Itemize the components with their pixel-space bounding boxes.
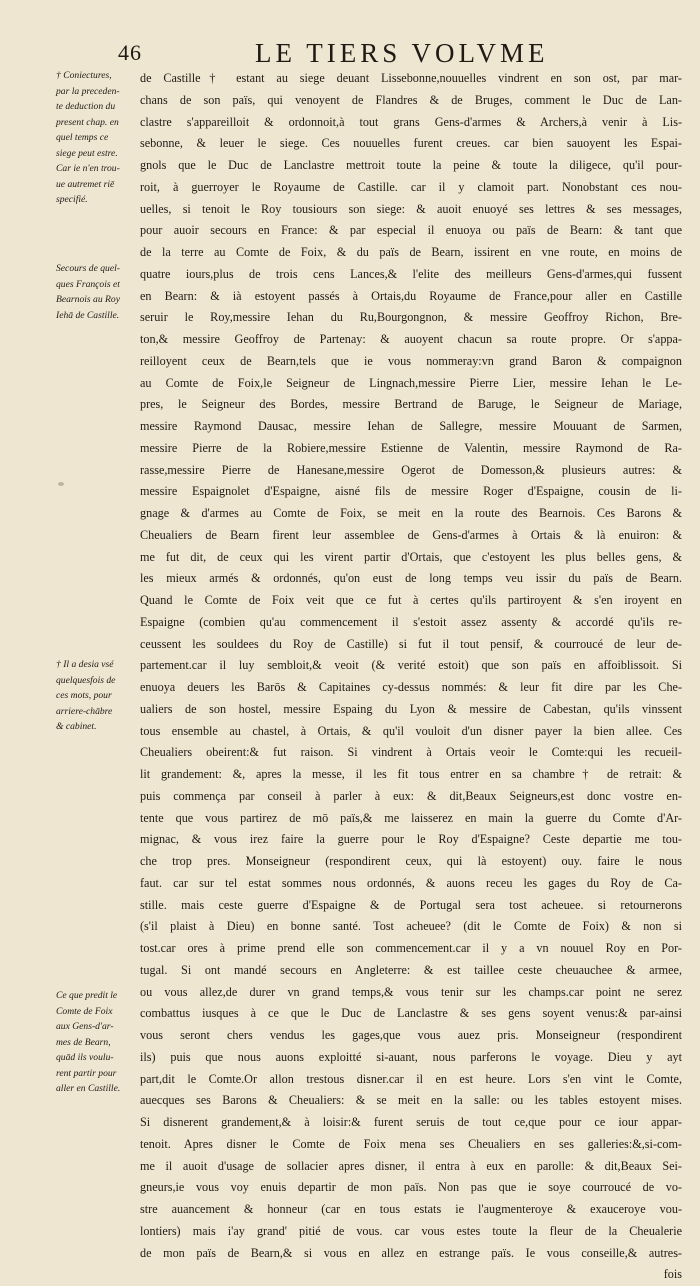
text-line: reilloyent ceux de Bearn,tels que ie vous nommeray:vn grand Baron & compaignon: [140, 353, 682, 368]
text-line: gnols que le Duc de Lanclastre mettroit toute la peine & toute la diligece, qu'il pour-: [140, 158, 682, 172]
margin-note-line: Secours de quel-: [56, 263, 120, 274]
text-line: ils) puis que nous auons exploitté si-auant, nous parferons le voyage. Dieu y ayt: [140, 1049, 682, 1064]
text-line: Espaigne (combien qu'au commencement il s'estoit assez assenty & accordé qu'ils re-: [140, 614, 682, 629]
margin-note-line: & cabinet.: [56, 721, 97, 732]
text-line: gneurs,ie vous voy enuis departir de mon païs. Non pas que ie soye courroucé de vo-: [140, 1180, 682, 1195]
margin-note-line: Iehā de Castille.: [56, 309, 120, 321]
text-line: seruir le Roy,messire Iehan du Ru,Bourgongnon, & messire Geoffroy Richon, Bre-: [140, 310, 682, 325]
text-line: stre auancement & honneur (car en tous estats ie l'augmenteroye & exauceroye vou-: [140, 1202, 682, 1216]
text-line: tugal. Si ont mandé secours en Angleterre: & est taillee ceste cheuauchee & armee,: [140, 962, 682, 977]
margin-note-line: aller en Castille.: [56, 1083, 121, 1094]
margin-note-line: rent partir pour: [56, 1067, 117, 1079]
margin-note-line: quād ils voulu-: [56, 1052, 114, 1063]
text-line: tente que vous partirez de mō païs,& me laisserez en main la guerre du Comte d'Ar-: [140, 810, 682, 825]
catchword: fois: [663, 1267, 682, 1282]
text-line: rasse,messire Pierre de Hanesane,messire Ogerot de Domesson,& plusieurs autres: &: [140, 462, 682, 477]
text-line: sebonne, & leuer le siege. Ces nouuelles furent creues. car bien sauoyent les Espai-: [140, 136, 682, 151]
margin-note: [56, 657, 138, 735]
margin-note-line: quelquesfois de: [56, 674, 116, 686]
text-line: pres, le Seigneur des Bordes, messire Bertrand de Baruge, le Seigneur de Mariage,: [140, 397, 682, 412]
margin-note-line: † Coniectures,: [56, 70, 112, 81]
margin-note-line: † Il a desia vsé: [56, 659, 114, 670]
text-line: combattus iusques à ce que le Duc de Lanclastre & ses gens soyent venus:& par-ainsi: [140, 1006, 682, 1021]
text-line: ceussent les souldees du Roy de Castille) si fut il tout pensif, & courroucé de leur de-: [140, 636, 682, 651]
text-line: puis commença par conseil à parler à eux: & dit,Beaux Seigneurs,est donc vostre en-: [140, 788, 682, 803]
text-line: faut. car sur tel estat sommes nous ordonnés, & auons receu les gages du Roy de Ca-: [140, 875, 682, 890]
margin-note: [56, 988, 138, 1097]
text-line: lontiers) mais i'ay grand' pitié de vous. car vous estes toute la fleur de la Cheualerie: [140, 1223, 682, 1238]
text-line: tost.car ores à prime prend elle son commencement.car il y a vn nouuel Roy en Por-: [140, 941, 682, 955]
text-line: stille. mais ceste guerre d'Espaigne & de Portugal sera tost acheuee. si retournerons: [140, 897, 682, 912]
page-number: 46: [118, 40, 142, 65]
text-line: Cheualiers obeirent:& fut raison. Si vindrent à Ortais veoir le Comte:qui les recueil-: [140, 745, 682, 760]
text-line: enuoya deuers les Barōs & Capitaines cy-dessus nommés: & leur fit dire par les Che-: [140, 680, 682, 694]
margin-note-line: arriere-chābre: [56, 705, 113, 717]
text-line: ou vous allez,de durer vn grand temps,& vous tenir sur les champs.car point ne serez: [140, 984, 682, 999]
text-line: auecques ses Barons & Cheualiers: & se meit en la salle: ou les tables estoyent mises.: [140, 1093, 682, 1108]
text-line: tenoit. Apres disner le Comte de Foix mena ses Cheualiers en ses galleries:&,si-com-: [140, 1136, 682, 1151]
margin-note: [56, 261, 138, 323]
text-line: chans de son païs, qui venoyent de Flandres & de Bruges, comment le Duc de Lan-: [140, 92, 682, 107]
text-line: Quand le Comte de Foix veit que ce fut à certes qu'ils partiroyent & s'en iroyent en: [140, 593, 682, 607]
text-line: Cheualiers de Bearn firent leur assemblee de Gens-d'armes à Ortais & là enuiron: &: [140, 527, 682, 542]
margin-note-line: Car ie n'en trou-: [56, 163, 120, 174]
text-line: les mieux armés & ordonnés, qu'on eust de long temps veu issir du païs de Bearn.: [140, 571, 682, 586]
running-title: LE TIERS VOLVME: [255, 38, 549, 68]
margin-note-line: quel temps ce: [56, 132, 109, 143]
margin-note-line: aux Gens-d'ar-: [56, 1021, 114, 1032]
text-line: de mon païs de Bearn,& si vous en allez en estrange païs. Ie vous conseille,& autres-: [140, 1245, 682, 1260]
text-line: de la terre au Comte de Foix, & du païs de Bearn, issirent en vne route, en moins de: [140, 245, 682, 259]
margin-note-line: ces mots, pour: [56, 690, 112, 701]
text-line: uelles, si tenoit le Roy tousiours son siege: & auoit enuoyé ses lettres & ses messages,: [140, 201, 682, 216]
margin-note-line: present chap. en: [56, 116, 119, 128]
text-line: part,dit le Comte.Or allon trestous disner.car il en est heure. Lors s'en vint le Comte,: [140, 1071, 682, 1086]
ink-smudge: [58, 482, 64, 486]
margin-note: [56, 68, 138, 208]
text-line: pour auoir secours en France: & par especial il enuoya ou païs de Bearn: & tant que: [140, 223, 682, 238]
text-line: au Comte de Foix,le Seigneur de Lingnach,messire Pierre Lier, messire Iehan le Le-: [140, 375, 682, 390]
page-header: [0, 38, 700, 72]
margin-note-line: ue autremet riē: [56, 178, 115, 190]
text-line: che trop pres. Monseigneur (respondirent ceux, qui là estoyent) ouy. faire le nous: [140, 854, 682, 868]
text-line: partement.car il luy sembloit,& veoit (& verité estoit) que son païs en affoiblissoit. Si: [140, 658, 682, 673]
margin-note-line: Bearnois au Roy: [56, 294, 120, 305]
text-line: Si disnerent grandement,& à loisir:& furent seruis de tout ce,que pour ce iour appar-: [140, 1115, 682, 1129]
text-line: me fut dit, de ceux qui les virent partir d'Ortais, que c'estoyent les plus belles gens, &: [140, 549, 682, 564]
text-line: clastre s'appareilloit & ordonnoit,à tout grans Gens-d'armes & Archers,à venir à Lis-: [140, 114, 682, 129]
text-line: messire Raymond Dausac, messire Iehan de Sallegre, messire Mouuant de Sarmen,: [140, 419, 682, 433]
text-line: messire Pierre de la Robiere,messire Estienne de Valentin, messire Raymond de Ra-: [140, 440, 682, 455]
text-line: ton,& messire Geoffroy de Partenay: & auoyent chacun sa route propre. Or s'appa-: [140, 332, 682, 346]
text-line: vous seront chers vendus les gages,que vous auez pris. Monseigneur (respondirent: [140, 1028, 682, 1042]
margin-note-line: ques François et: [56, 278, 120, 290]
text-line: de Castille† estant au siege deuant Lissebonne,nouuelles vindrent en son ost, par mar-: [140, 71, 682, 85]
text-line: (s'il plaist à Dieu) en bonne santé. Tost acheuee? (dit le Comte de Foix) & non si: [140, 919, 682, 934]
text-line: mignac, & vous irez faire la guerre pour le Roy d'Espaigne? Ceste departie me tou-: [140, 832, 682, 847]
text-line: quatre iours,plus de trois cens Lances,& l'elite des meilleurs Gens-d'armes,qui fussent: [140, 266, 682, 281]
text-line: ualiers de son hostel, messire Espaing du Lyon & messire de Cabestan, qu'ils vinssent: [140, 701, 682, 716]
text-line: me il auoit d'usage de sollacier apres disner, il entra à eux en parolle: & dit,Beaux Sei-: [140, 1158, 682, 1173]
text-line: messire Espaignolet d'Espaigne, aisné fils de messire Roger d'Espaigne, cousin de li-: [140, 484, 682, 499]
margin-note-line: specifié.: [56, 194, 88, 205]
margin-note-line: Ce que predit le: [56, 990, 118, 1001]
margin-note-line: te deduction du: [56, 101, 116, 112]
margin-note-line: mes de Bearn,: [56, 1036, 111, 1048]
body-text: [140, 68, 682, 1286]
text-line: gnage & d'armes au Comte de Foix, se meit en la route des Bearnois. Ces Barons &: [140, 506, 682, 520]
text-line: lit grandement: &, apres la messe, il les fit tous entrer en sa chambre† de retrait: &: [140, 767, 682, 781]
margin-note-line: siege peut estre.: [56, 147, 118, 159]
text-line: en Bearn: & ià estoyent passés à Ortais,du Royaume de France,pour aller en Castille: [140, 288, 682, 303]
text-line: tous ensemble au chastel, à Ortais, & qu'il vouloit d'un disner payer la bien allee. Ces: [140, 723, 682, 738]
text-line: roit, à guerroyer le Royaume de Castille. car il y clamoit part. Nonobstant ces nou-: [140, 179, 682, 194]
margin-note-line: par la preceden-: [56, 85, 120, 97]
margin-note-line: Comte de Foix: [56, 1005, 113, 1017]
